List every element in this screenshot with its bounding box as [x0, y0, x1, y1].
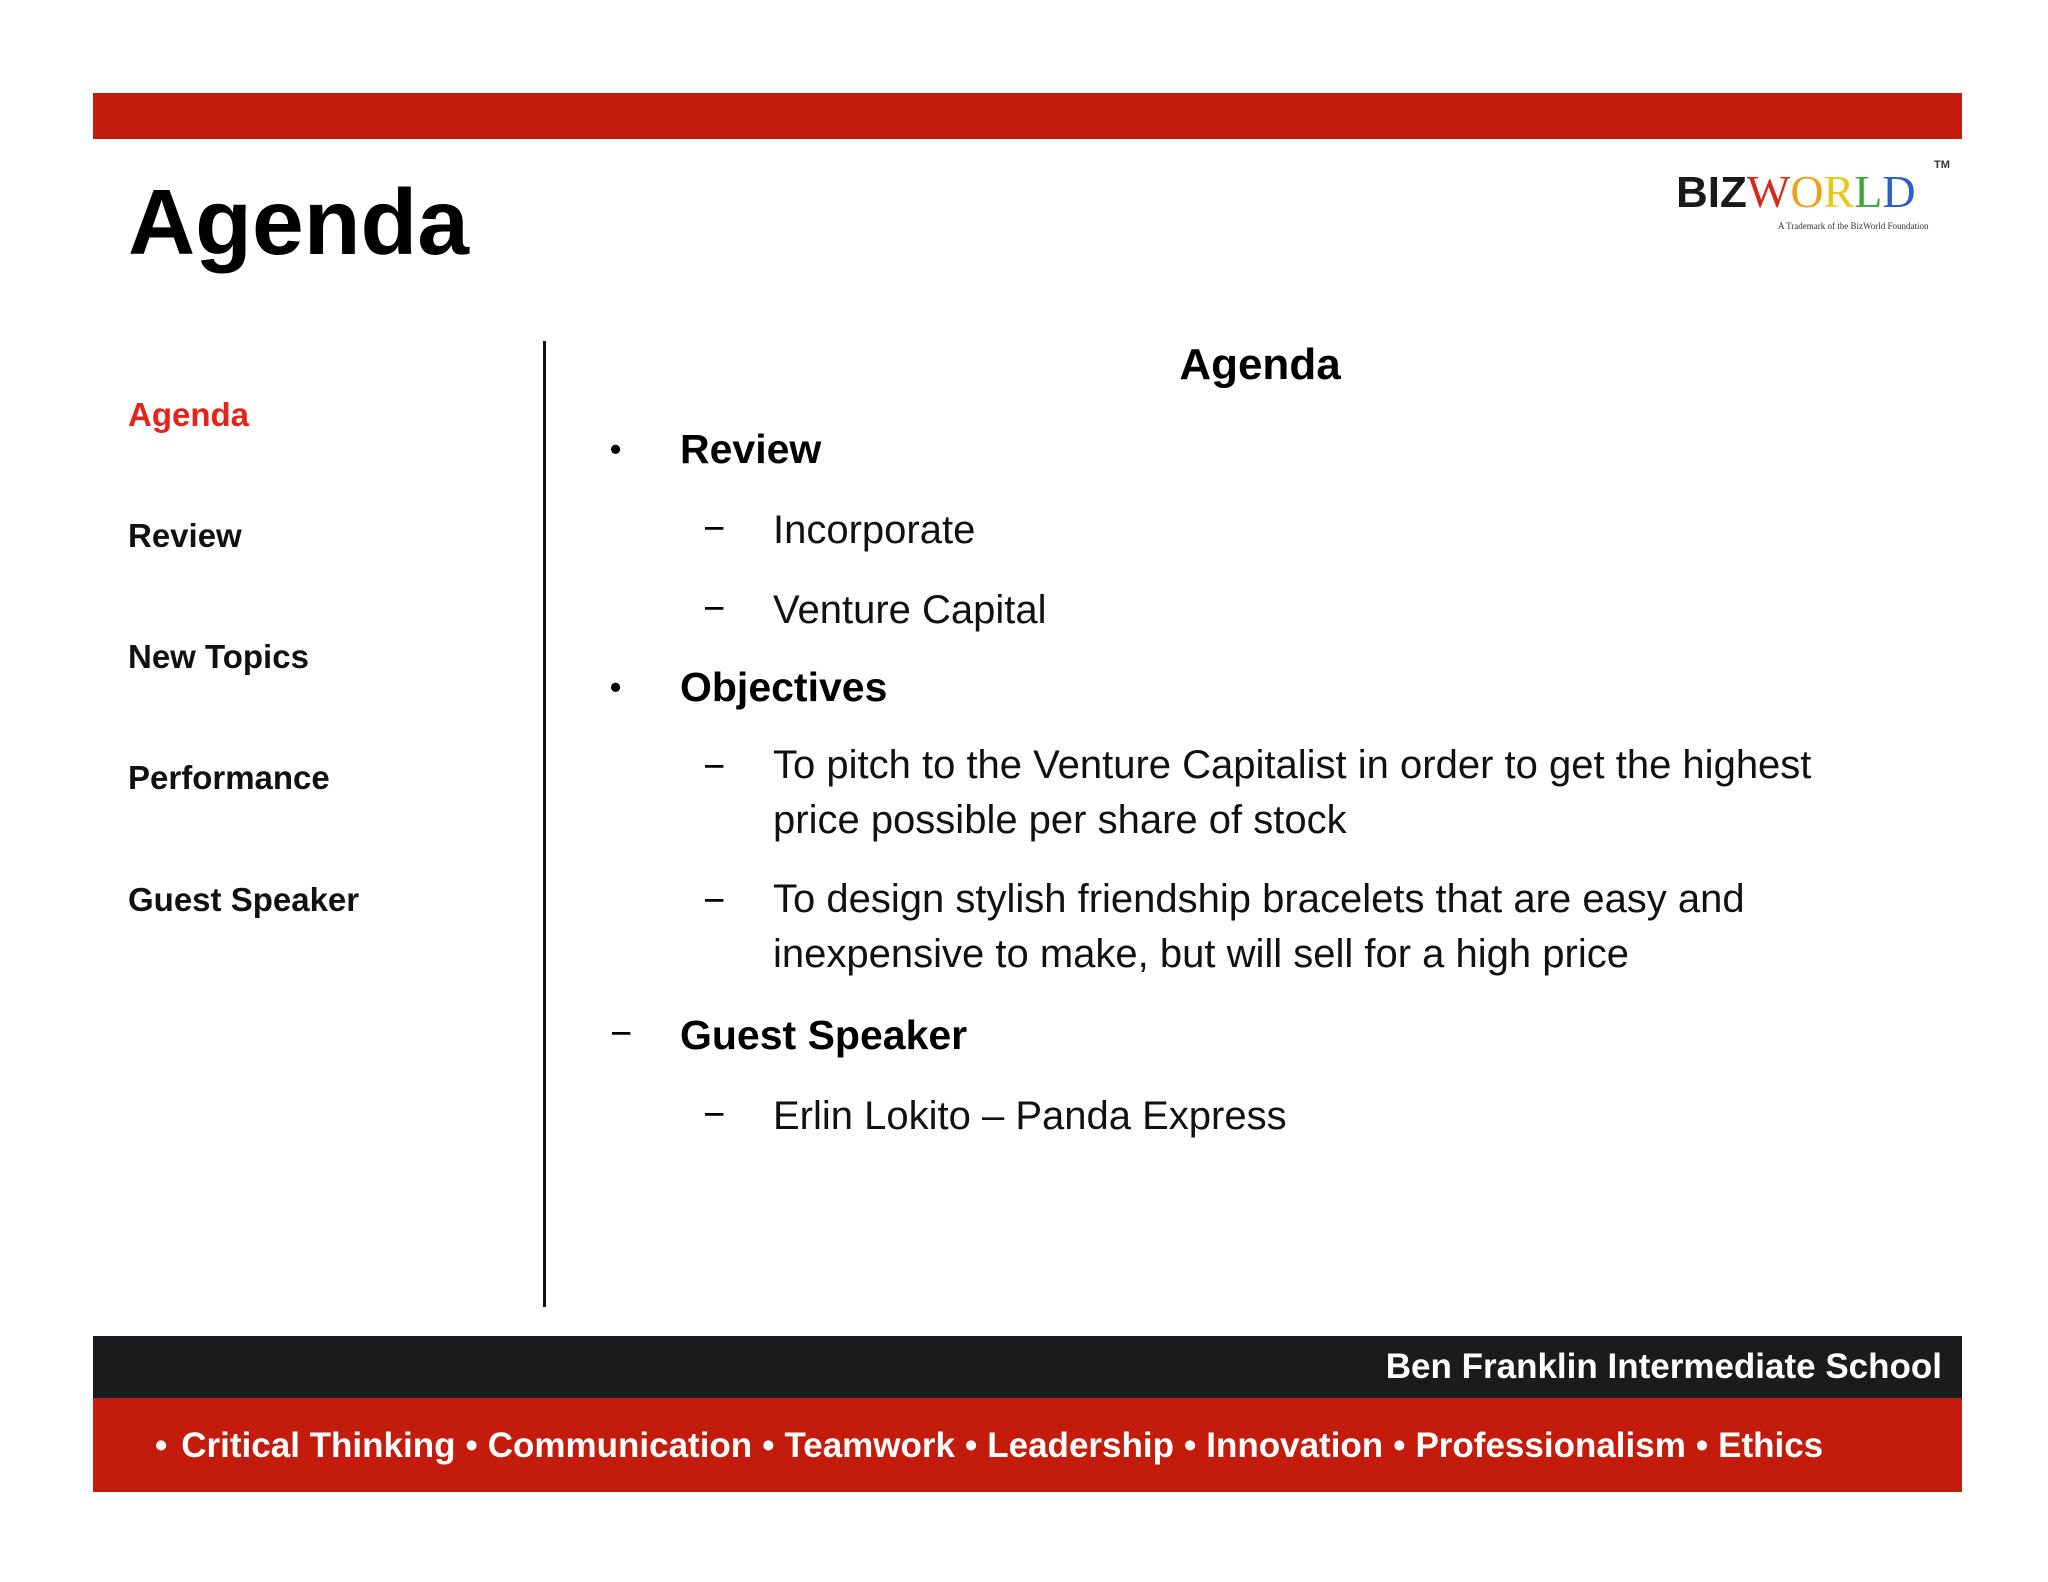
- school-name: Ben Franklin Intermediate School: [1385, 1347, 1942, 1386]
- top-accent-bar: [93, 93, 1962, 139]
- value-item: Critical Thinking: [181, 1426, 456, 1465]
- dash-marker: −: [703, 880, 726, 922]
- sub-item-objective-pitch: To pitch to the Venture Capitalist in order to get the highest price possible per share of stock: [773, 743, 1812, 842]
- sidebar-item-new-topics: New Topics: [128, 638, 309, 675]
- sidebar-item-review: Review: [128, 517, 242, 554]
- logo-letter: L: [1854, 166, 1883, 217]
- section-objectives-label: Objectives: [680, 664, 888, 710]
- logo-letter: W: [1746, 166, 1791, 217]
- vertical-divider: [543, 341, 546, 1307]
- logo-letter: D: [1882, 166, 1916, 217]
- values-bullet: •: [155, 1426, 168, 1465]
- sub-item-incorporate: Incorporate: [773, 508, 976, 552]
- sub-item-venture-capital: Venture Capital: [773, 588, 1047, 632]
- values-list: [155, 1428, 1823, 1463]
- value-item: Teamwork: [784, 1426, 955, 1465]
- value-item: Professionalism: [1415, 1426, 1686, 1465]
- footer-school-bar: [93, 1336, 1962, 1398]
- sub-item-objective-design: To design stylish friendship bracelets that are easy and inexpensive to make, but will sell for a high price: [773, 877, 1745, 976]
- bullet-marker: •: [610, 431, 622, 467]
- dash-marker: −: [703, 588, 726, 630]
- section-review-label: Review: [680, 426, 822, 472]
- section-guest-speaker-label: Guest Speaker: [680, 1012, 968, 1058]
- value-item: Communication: [487, 1426, 753, 1465]
- bullet-marker: •: [610, 669, 622, 705]
- footer-values-bar: [93, 1398, 1962, 1492]
- values-bullet: •: [1393, 1426, 1406, 1465]
- logo-tagline: A Trademark of the BizWorld Foundation: [1778, 221, 1929, 231]
- values-bullet: •: [964, 1426, 978, 1465]
- values-bullet: •: [762, 1426, 775, 1465]
- content-heading: Agenda: [1179, 340, 1341, 389]
- values-bullet: •: [1695, 1426, 1709, 1465]
- page-title: Agenda: [128, 170, 470, 274]
- logo-wordmark: [1676, 166, 1916, 217]
- value-item: Ethics: [1718, 1426, 1824, 1465]
- logo-biz: BIZ: [1676, 168, 1747, 217]
- dash-marker: −: [703, 746, 726, 788]
- values-bullet: •: [1183, 1426, 1197, 1465]
- value-item: Innovation: [1206, 1426, 1384, 1465]
- logo-letter: O: [1790, 166, 1824, 217]
- sub-item-guest-speaker-name: Erlin Lokito – Panda Express: [773, 1094, 1287, 1138]
- sidebar-item-guest-speaker: Guest Speaker: [128, 881, 360, 918]
- dash-marker: −: [703, 1094, 726, 1136]
- trademark-symbol: TM: [1934, 159, 1950, 171]
- sidebar-item-agenda: Agenda: [128, 396, 250, 433]
- value-item: Leadership: [987, 1426, 1174, 1465]
- dash-marker: −: [703, 508, 726, 550]
- sidebar-item-performance: Performance: [128, 759, 330, 796]
- bizworld-logo: [1664, 139, 1962, 255]
- dash-marker: −: [610, 1013, 633, 1055]
- values-bullet: •: [465, 1426, 478, 1465]
- logo-letter: R: [1823, 166, 1855, 217]
